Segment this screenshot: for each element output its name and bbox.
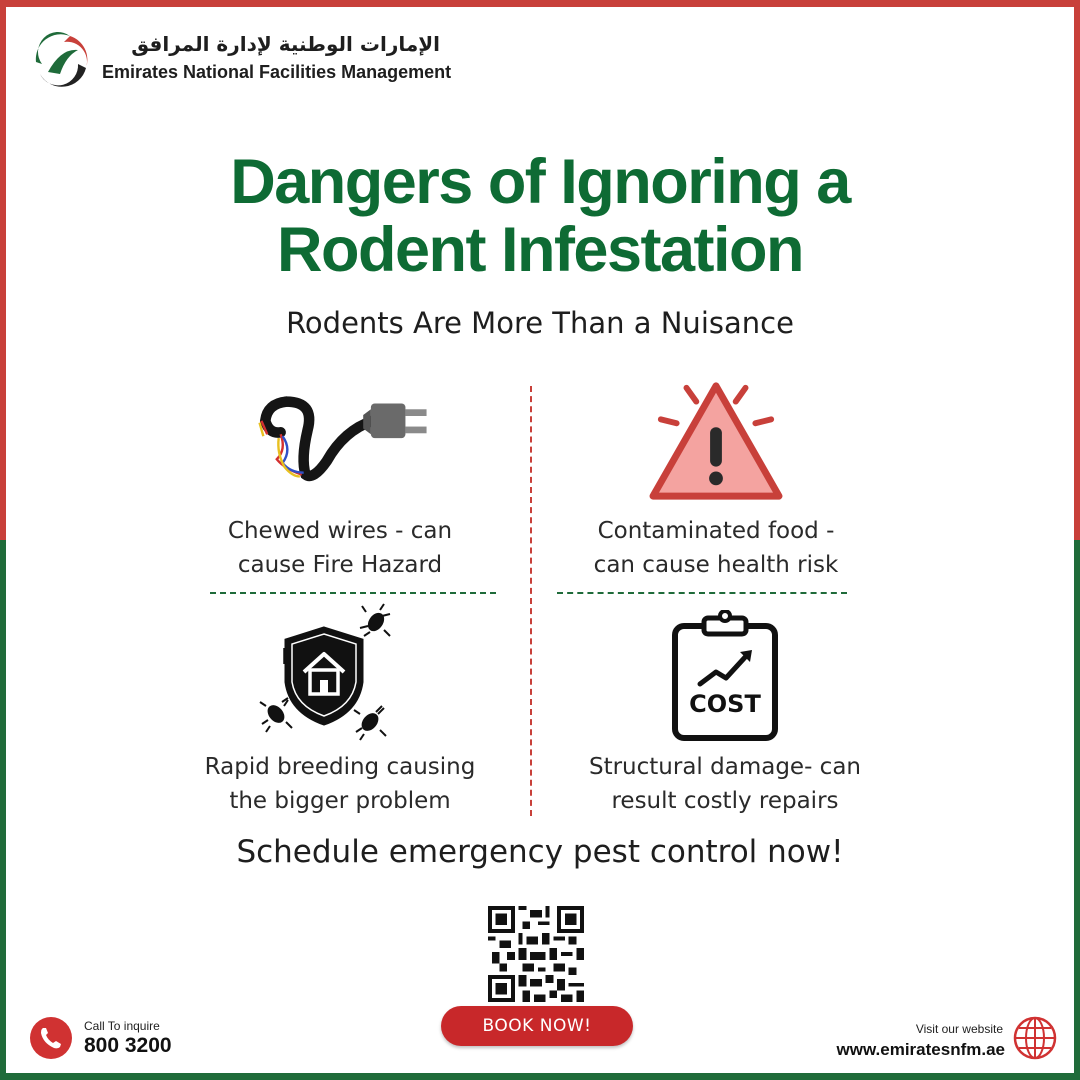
caption-line: result costly repairs: [611, 788, 839, 814]
caption-line: Chewed wires - can: [227, 518, 453, 544]
brand-name-english: Emirates National Facilities Management: [102, 62, 452, 82]
danger-caption-breeding: [180, 750, 500, 818]
caption-line: Contaminated food -: [597, 518, 835, 544]
danger-caption-wires: [190, 514, 490, 582]
vertical-divider: [530, 386, 532, 816]
cta-text: Schedule emergency pest control now!: [236, 834, 844, 870]
page-title-line2: Rodent Infestation: [277, 215, 803, 285]
clipboard-cost-icon: [670, 610, 780, 742]
chewed-wire-plug-icon: [248, 392, 440, 488]
caption-line: Rapid breeding causing: [204, 754, 476, 780]
phone-number[interactable]: 800 3200: [84, 1034, 172, 1057]
warning-triangle-icon: [646, 376, 786, 504]
caption-line: can cause health risk: [593, 552, 839, 578]
horizontal-divider-left: [210, 592, 496, 594]
page-title-line1: Dangers of Ignoring a: [230, 147, 850, 217]
danger-caption-food: [566, 514, 866, 582]
cost-icon-text: COST: [689, 690, 761, 718]
brand-name-arabic: الإمارات الوطنية لإدارة المرافق: [131, 32, 440, 56]
website-label: Visit our website: [915, 1022, 1003, 1036]
book-now-button[interactable]: BOOK NOW!: [441, 1006, 633, 1046]
caption-line: cause Fire Hazard: [237, 552, 443, 578]
horizontal-divider-right: [557, 592, 847, 594]
qr-code[interactable]: [488, 906, 584, 1002]
house-shield-bugs-icon: [258, 602, 398, 742]
caption-line: the bigger problem: [229, 788, 451, 814]
phone-icon[interactable]: [30, 1017, 72, 1059]
call-label: Call To inquire: [84, 1019, 160, 1033]
danger-caption-structural: [568, 750, 882, 818]
globe-icon[interactable]: [1012, 1015, 1058, 1061]
page-subtitle: Rodents Are More Than a Nuisance: [286, 306, 794, 340]
company-logo-icon: [30, 28, 92, 90]
caption-line: Structural damage- can: [588, 754, 861, 780]
website-link[interactable]: www.emiratesnfm.ae: [836, 1040, 1005, 1059]
